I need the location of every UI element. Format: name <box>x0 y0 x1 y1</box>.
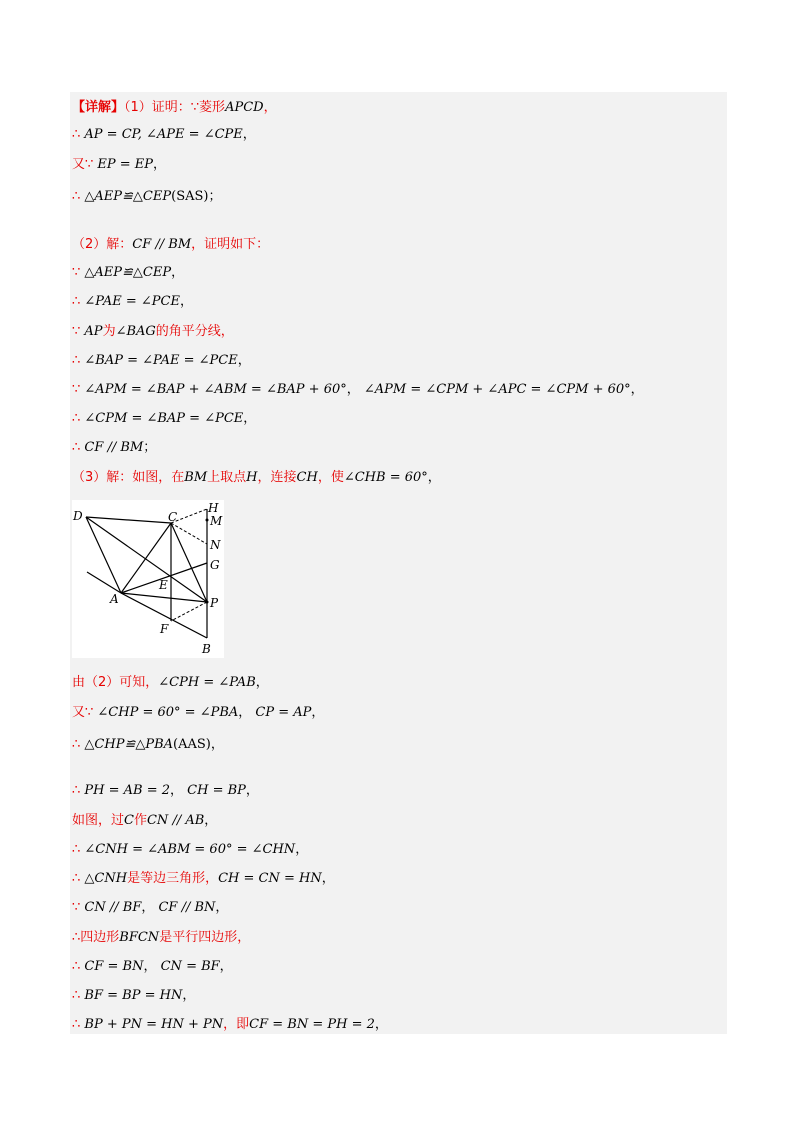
line-segment: CF = BN = PH = 2 <box>249 1017 375 1032</box>
line-segment: ∴ <box>72 842 81 857</box>
line-segment: ， <box>630 382 644 397</box>
line-segment: ， <box>153 157 167 172</box>
line-segment: 上取点 <box>207 470 247 485</box>
solution-line <box>72 375 644 403</box>
line-segment: ， <box>219 959 233 974</box>
line-segment: ∴ <box>72 959 81 974</box>
line-segment: ， <box>295 842 309 857</box>
line-segment: 又∵ <box>72 705 94 720</box>
line-segment: ∠APM = ∠CPM + ∠APC = ∠CPM + 60° <box>363 382 631 397</box>
solution-line <box>72 463 441 491</box>
line-segment: CH <box>296 470 318 485</box>
line-segment: ， <box>204 813 218 828</box>
line-segment: ∵ <box>72 382 81 397</box>
line-segment: BP + PN = HN + PN <box>80 1017 224 1032</box>
label-N: N <box>210 538 221 552</box>
line-segment: ∴ <box>72 737 81 752</box>
line-segment: ，证明如下： <box>191 237 270 252</box>
line-segment: PH = AB = 2 <box>80 783 171 798</box>
solution-line <box>72 835 308 863</box>
line-segment: ， <box>243 411 257 426</box>
line-segment: ∴ <box>72 988 81 1003</box>
solution-line <box>72 287 193 315</box>
geometry-figure <box>72 500 224 658</box>
line-segment: ， <box>143 959 161 974</box>
line-segment: ∴ <box>72 871 81 886</box>
line-segment: ∠BAP = ∠PAE = ∠PCE <box>80 353 238 368</box>
solution-line <box>72 981 195 1009</box>
dashed-PF <box>171 602 207 621</box>
line-segment: CH = CN = HN <box>218 871 322 886</box>
line-segment: ， <box>179 294 193 309</box>
line-segment: AP <box>80 324 103 339</box>
segment-DC <box>86 517 171 523</box>
solution-line <box>72 150 166 178</box>
point-P <box>206 601 209 604</box>
line-segment: 是等边三角形， <box>127 871 219 886</box>
line-segment: 又∵ <box>72 157 94 172</box>
solution-line <box>72 93 277 121</box>
solution-line <box>72 230 269 258</box>
line-segment: CH = BP <box>187 783 246 798</box>
line-segment: ∴ <box>72 353 81 368</box>
line-segment: ∠CPM = ∠BAP = ∠PCE <box>80 411 244 426</box>
line-segment: ， <box>311 705 325 720</box>
solution-line <box>72 317 234 345</box>
line-segment: ，连接 <box>257 470 297 485</box>
line-segment: ， <box>215 900 229 915</box>
line-segment: 作 <box>133 813 147 828</box>
line-segment: ∴ <box>72 783 81 798</box>
label-F: F <box>160 622 169 636</box>
line-segment: ， <box>374 1017 388 1032</box>
segment-DP <box>86 517 207 602</box>
line-segment: 的角平分线， <box>155 324 234 339</box>
solution-line <box>72 433 156 461</box>
solution-line <box>72 668 269 696</box>
line-segment: ， <box>170 783 188 798</box>
solution-line <box>72 182 221 210</box>
line-segment: CN // BF <box>80 900 142 915</box>
label-D: D <box>73 509 83 523</box>
solution-line <box>72 776 259 804</box>
label-B: B <box>202 642 211 656</box>
solution-line <box>72 730 224 758</box>
line-segment: ， <box>245 783 259 798</box>
line-segment: △AEP≌△CEP <box>80 265 172 280</box>
line-segment: （1）证明：∵菱形 <box>124 100 226 115</box>
geometry-diagram <box>72 500 224 658</box>
solution-line <box>72 952 233 980</box>
line-segment: ∠CPH = ∠PAB <box>158 675 256 690</box>
line-segment: 【详解】 <box>72 100 125 115</box>
solution-line <box>72 923 250 951</box>
line-segment: ， <box>255 675 269 690</box>
line-segment: 由（2）可知， <box>72 675 159 690</box>
line-segment: EP = EP <box>93 157 154 172</box>
line-segment: ； <box>143 440 157 455</box>
label-C: C <box>168 510 178 524</box>
solution-line <box>72 120 256 148</box>
label-G: G <box>210 558 220 572</box>
line-segment: ， <box>210 737 224 752</box>
line-segment: ∴ <box>72 411 81 426</box>
line-segment: ， <box>238 705 256 720</box>
solution-line <box>72 698 324 726</box>
line-segment: ∴ <box>72 440 81 455</box>
solution-line <box>72 864 335 892</box>
solution-line <box>72 258 184 286</box>
line-segment: ， <box>263 100 277 115</box>
solution-line <box>72 806 217 834</box>
line-segment: CF // BM <box>80 440 144 455</box>
line-segment: ， <box>182 988 196 1003</box>
line-segment: ， <box>427 470 441 485</box>
line-segment: ∴ <box>72 1017 81 1032</box>
line-segment: ∴ <box>72 189 81 204</box>
line-segment: 如图，过 <box>72 813 125 828</box>
line-segment: ， <box>346 382 364 397</box>
line-segment: CF // BN <box>158 900 216 915</box>
line-segment: (SAS) <box>171 189 209 204</box>
line-segment: ∵ <box>72 900 81 915</box>
line-segment: ，使 <box>317 470 344 485</box>
line-segment: ∠PAE = ∠PCE <box>80 294 180 309</box>
line-segment: （3）解：如图，在 <box>72 470 185 485</box>
line-segment: C <box>124 813 134 828</box>
line-segment: ∴ <box>72 294 81 309</box>
line-segment: ∠BAG <box>115 324 156 339</box>
line-segment: ∵ <box>72 324 81 339</box>
line-segment: CN = BF <box>160 959 220 974</box>
solution-line <box>72 1010 388 1038</box>
line-segment: △CNH <box>80 871 128 886</box>
line-segment: CF // BM <box>132 237 192 252</box>
line-segment: 为 <box>102 324 116 339</box>
line-segment: （2）解： <box>72 237 133 252</box>
line-segment: AP = CP, ∠APE = ∠CPE <box>80 127 243 142</box>
line-segment: BFCN <box>119 930 160 945</box>
line-segment: CF = BN <box>80 959 144 974</box>
label-M: M <box>210 514 223 528</box>
line-segment: (AAS) <box>173 737 211 752</box>
solution-line <box>72 404 256 432</box>
line-segment: ∵ <box>72 265 81 280</box>
solution-line <box>72 346 251 374</box>
label-E: E <box>159 578 168 592</box>
solution-line <box>72 893 228 921</box>
line-segment: △CHP≌△PBA <box>80 737 174 752</box>
point-M <box>206 519 209 522</box>
label-A: A <box>110 592 119 606</box>
line-segment: ∠APM = ∠BAP + ∠ABM = ∠BAP + 60° <box>80 382 347 397</box>
label-P: P <box>210 596 219 610</box>
line-segment: H <box>246 470 258 485</box>
line-segment: ， <box>171 265 185 280</box>
line-segment: ∴ <box>72 127 81 142</box>
line-segment: APCD <box>225 100 264 115</box>
line-segment: ， <box>237 353 251 368</box>
line-segment: ∴四边形 <box>72 930 120 945</box>
line-segment: 是平行四边形， <box>159 930 251 945</box>
line-segment: ∠CHB = 60° <box>343 470 428 485</box>
line-segment: BF = BP = HN <box>80 988 183 1003</box>
line-segment: BM <box>184 470 208 485</box>
line-segment: CN // AB <box>146 813 205 828</box>
label-H: H <box>208 501 219 515</box>
line-segment: △AEP≌△CEP <box>80 189 172 204</box>
line-segment: ∠CNH = ∠ABM = 60° = ∠CHN <box>80 842 296 857</box>
segment-CP <box>171 523 207 602</box>
line-segment: CP = AP <box>255 705 312 720</box>
line-segment: ∠CHP = 60° = ∠PBA <box>93 705 239 720</box>
line-segment: ， <box>321 871 335 886</box>
line-segment: ，即 <box>223 1017 250 1032</box>
segment-AP <box>121 593 207 602</box>
line-segment: ， <box>242 127 256 142</box>
line-segment: ， <box>141 900 159 915</box>
line-segment: ； <box>208 189 222 204</box>
